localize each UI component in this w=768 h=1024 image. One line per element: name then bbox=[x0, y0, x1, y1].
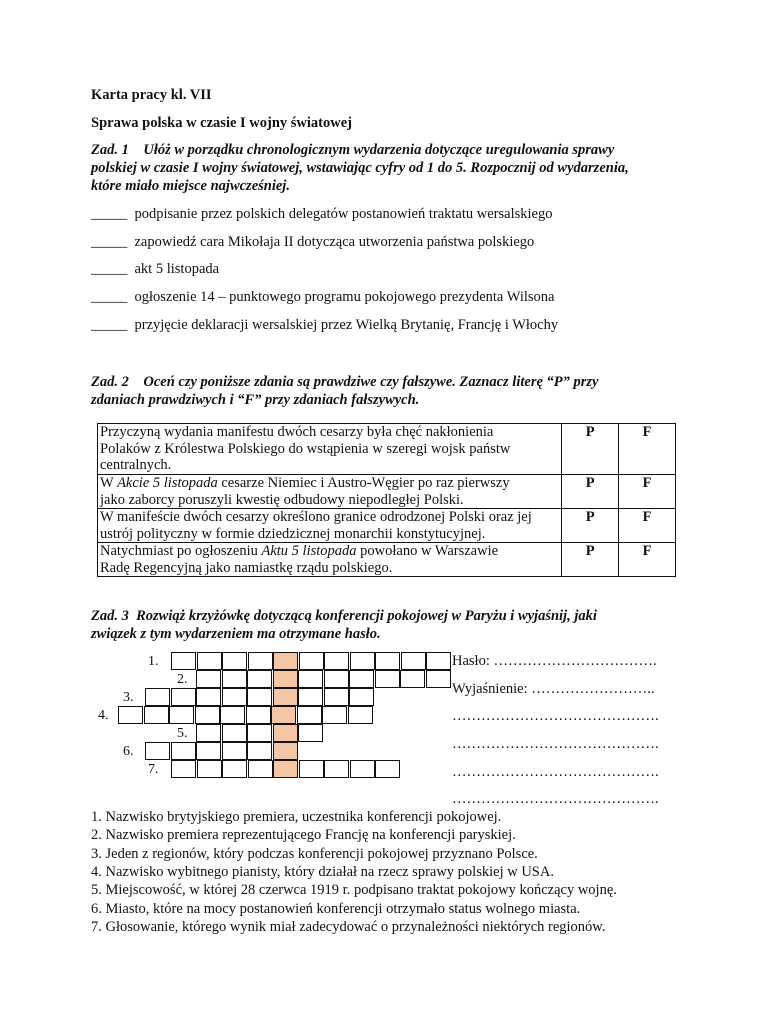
statement-line: ustrój polityczny w formie dziedzicznej monarchii konstytucyjnej. bbox=[100, 525, 486, 542]
crossword-clue: 3. Jeden z regionów, który podczas konferencji pokojowej przyznano Polsce. bbox=[91, 846, 538, 862]
task1-item bbox=[91, 205, 552, 223]
crossword-cell[interactable] bbox=[222, 652, 247, 670]
crossword-row-number: 2. bbox=[177, 672, 188, 687]
crossword-cell[interactable] bbox=[324, 652, 349, 670]
crossword-cell[interactable] bbox=[401, 652, 426, 670]
task1-item-text: akt 5 listopada bbox=[134, 261, 220, 277]
crossword-cell[interactable] bbox=[248, 652, 273, 670]
explanation-line[interactable]: ……………………………………. bbox=[452, 736, 659, 752]
crossword-cell[interactable] bbox=[324, 760, 349, 778]
statement-cell bbox=[98, 509, 562, 543]
crossword-cell[interactable] bbox=[426, 670, 451, 688]
crossword-cell[interactable] bbox=[145, 688, 170, 706]
crossword-row-number: 7. bbox=[148, 762, 159, 777]
statement-line bbox=[100, 475, 559, 492]
crossword-key-cell[interactable] bbox=[271, 706, 296, 724]
statement-line bbox=[100, 543, 559, 560]
crossword-cell[interactable] bbox=[171, 688, 196, 706]
task3-instruction-line-1 bbox=[91, 607, 597, 625]
crossword-cell[interactable] bbox=[349, 688, 374, 706]
crossword-cell[interactable] bbox=[197, 652, 222, 670]
crossword-clue: 7. Głosowanie, którego wynik miał zadecydować o przynależności niektórych regionów. bbox=[91, 919, 606, 935]
crossword-cell[interactable] bbox=[297, 706, 322, 724]
table-row bbox=[98, 424, 676, 475]
statement-cell bbox=[98, 475, 562, 509]
crossword-cell[interactable] bbox=[298, 688, 323, 706]
crossword-cell[interactable] bbox=[197, 760, 222, 778]
task2-instruction-line-2: zdaniach prawdziwych i “F” przy zdaniach fałszywych. bbox=[91, 392, 420, 408]
false-option[interactable]: F bbox=[619, 475, 676, 509]
explanation-line[interactable]: ……………………………………. bbox=[452, 791, 659, 807]
statement-line: Polaków z Królestwa Polskiego do wstąpienia w szeregi wojsk państw bbox=[100, 440, 511, 457]
task1-answer-blank[interactable]: _____ bbox=[91, 261, 128, 277]
task1-item-text: przyjęcie deklaracji wersalskiej przez Wielką Brytanię, Francję i Włochy bbox=[134, 317, 559, 333]
crossword-key-cell[interactable] bbox=[273, 724, 298, 742]
crossword-cell[interactable] bbox=[195, 706, 220, 724]
crossword-key-cell[interactable] bbox=[273, 742, 298, 760]
crossword-cell[interactable] bbox=[426, 652, 451, 670]
statement-prefix: Natychmiast po ogłoszeniu bbox=[100, 543, 262, 559]
table-row bbox=[98, 475, 676, 509]
crossword-cell[interactable] bbox=[222, 724, 247, 742]
crossword-cell[interactable] bbox=[247, 724, 272, 742]
task1-label: Zad. 1 bbox=[91, 142, 129, 158]
task1-answer-blank[interactable]: _____ bbox=[91, 206, 128, 222]
false-option[interactable]: F bbox=[619, 424, 676, 475]
crossword-cell[interactable] bbox=[196, 688, 221, 706]
statement-cell bbox=[98, 543, 562, 577]
statement-rest: cesarze Niemiec i Austro-Węgier po raz pierwszy bbox=[217, 475, 510, 491]
task3-instruction-line-2: związek z tym wydarzeniem ma otrzymane hasło. bbox=[91, 626, 381, 642]
crossword-row-number: 4. bbox=[98, 708, 109, 723]
true-option[interactable]: P bbox=[562, 475, 619, 509]
crossword-cell[interactable] bbox=[171, 652, 196, 670]
task2-instruction-text-1: Oceń czy poniższe zdania są prawdziwe czy fałszywe. Zaznacz literę “P” przy bbox=[143, 374, 599, 390]
task3-label: Zad. 3 bbox=[91, 608, 129, 624]
crossword-cell[interactable] bbox=[118, 706, 143, 724]
task1-item bbox=[91, 288, 554, 306]
crossword-key-cell[interactable] bbox=[273, 688, 298, 706]
statement-line: W manifeście dwóch cesarzy określono granice odrodzonej Polski oraz jej bbox=[100, 509, 532, 525]
task1-answer-blank[interactable]: _____ bbox=[91, 317, 128, 333]
crossword-cell[interactable] bbox=[350, 760, 375, 778]
statement-line: jako zaborcy poruszyli kwestię odbudowy niepodległej Polski. bbox=[100, 491, 464, 508]
task1-item-text: ogłoszenie 14 – punktowego programu pokojowego prezydenta Wilsona bbox=[134, 289, 555, 305]
crossword-clue: 5. Miejscowość, w której 28 czerwca 1919 r. podpisano traktat pokojowy kończący wojnę. bbox=[91, 882, 617, 898]
crossword-cell[interactable] bbox=[222, 670, 247, 688]
statement-italic-title: Aktu 5 listopada bbox=[261, 543, 357, 559]
crossword-cell[interactable] bbox=[196, 742, 221, 760]
crossword-row-number: 3. bbox=[123, 690, 134, 705]
statement-prefix: W bbox=[100, 475, 118, 491]
crossword-cell[interactable] bbox=[350, 652, 375, 670]
crossword-cell[interactable] bbox=[247, 742, 272, 760]
task1-item-text: zapowiedź cara Mikołaja II dotycząca utworzenia państwa polskiego bbox=[134, 234, 535, 250]
statement-cell bbox=[98, 424, 562, 475]
crossword-cell[interactable] bbox=[222, 760, 247, 778]
task1-answer-blank[interactable]: _____ bbox=[91, 289, 128, 305]
crossword-cell[interactable] bbox=[247, 688, 272, 706]
crossword-cell[interactable] bbox=[145, 742, 170, 760]
task3-instruction-text-1: Rozwiąż krzyżówkę dotyczącą konferencji pokojowej w Paryżu i wyjaśnij, jaki bbox=[136, 608, 597, 624]
table-row bbox=[98, 509, 676, 543]
true-option[interactable]: P bbox=[562, 509, 619, 543]
crossword-cell[interactable] bbox=[248, 760, 273, 778]
crossword-cell[interactable] bbox=[324, 688, 349, 706]
crossword-key-cell[interactable] bbox=[273, 760, 298, 778]
task1-answer-blank[interactable]: _____ bbox=[91, 234, 128, 250]
statement-italic-title: Akcie 5 listopada bbox=[117, 475, 218, 491]
crossword-cell[interactable] bbox=[375, 760, 400, 778]
crossword-clue: 6. Miasto, które na mocy postanowień konferencji otrzymało status wolnego miasta. bbox=[91, 901, 581, 917]
crossword-cell[interactable] bbox=[375, 652, 400, 670]
crossword-cell[interactable] bbox=[298, 724, 323, 742]
crossword-cell[interactable] bbox=[220, 706, 245, 724]
crossword-row-number: 5. bbox=[177, 726, 188, 741]
crossword-cell[interactable] bbox=[299, 760, 324, 778]
crossword-key-cell[interactable] bbox=[273, 652, 298, 670]
crossword-clue: 1. Nazwisko brytyjskiego premiera, uczestnika konferencji pokojowej. bbox=[91, 809, 502, 825]
crossword-cell[interactable] bbox=[222, 742, 247, 760]
statement-line: centralnych. bbox=[100, 457, 172, 473]
crossword-row-number: 6. bbox=[123, 744, 134, 759]
crossword-clue: 4. Nazwisko wybitnego pianisty, który działał na rzecz sprawy polskiej w USA. bbox=[91, 864, 554, 880]
task1-instruction-text-1: Ułóż w porządku chronologicznym wydarzenia dotyczące uregulowania sprawy bbox=[143, 142, 615, 158]
false-option[interactable]: F bbox=[619, 543, 676, 577]
crossword-cell[interactable] bbox=[349, 670, 374, 688]
task1-item bbox=[91, 260, 219, 278]
true-option[interactable]: P bbox=[562, 424, 619, 475]
task1-instruction-line-2: polskiej w czasie I wojny światowej, wstawiając cyfry od 1 do 5. Rozpocznij od wydarzenia, bbox=[91, 160, 629, 176]
crossword-cell[interactable] bbox=[375, 670, 400, 688]
explanation-line[interactable]: ……………………………………. bbox=[452, 708, 659, 724]
statement-line: Radę Regencyjną jako namiastkę rządu polskiego. bbox=[100, 559, 393, 576]
explanation-line[interactable]: ……………………………………. bbox=[452, 764, 659, 780]
crossword-cell[interactable] bbox=[169, 706, 194, 724]
true-false-table bbox=[97, 423, 676, 577]
crossword-row-number: 1. bbox=[148, 654, 159, 669]
crossword-cell[interactable] bbox=[171, 742, 196, 760]
crossword-cell[interactable] bbox=[171, 760, 196, 778]
crossword-cell[interactable] bbox=[246, 706, 271, 724]
crossword-clue: 2. Nazwisko premiera reprezentującego Francję na konferencji paryskiej. bbox=[91, 827, 516, 843]
haslo-field[interactable]: Hasło: ……………………………. bbox=[452, 653, 657, 669]
task1-item bbox=[91, 316, 558, 334]
false-option[interactable]: F bbox=[619, 509, 676, 543]
wyjasnienie-field[interactable]: Wyjaśnienie: …………………….. bbox=[452, 681, 655, 697]
crossword-cell[interactable] bbox=[324, 670, 349, 688]
task1-item bbox=[91, 233, 534, 251]
table-row bbox=[98, 543, 676, 577]
task2-label: Zad. 2 bbox=[91, 374, 129, 390]
crossword-cell[interactable] bbox=[144, 706, 169, 724]
crossword-cell[interactable] bbox=[298, 670, 323, 688]
task1-instruction-line-3: które miało miejsce najwcześniej. bbox=[91, 178, 290, 194]
worksheet-subtitle: Sprawa polska w czasie I wojny światowej bbox=[91, 115, 352, 131]
crossword-cell[interactable] bbox=[299, 652, 324, 670]
statement-rest: powołano w Warszawie bbox=[356, 543, 499, 559]
crossword-cell[interactable] bbox=[400, 670, 425, 688]
statement-line: Przyczyną wydania manifestu dwóch cesarzy była chęć nakłonienia bbox=[100, 424, 494, 440]
crossword-cell[interactable] bbox=[322, 706, 347, 724]
crossword-cell[interactable] bbox=[247, 670, 272, 688]
crossword-key-cell[interactable] bbox=[273, 670, 298, 688]
task1-instruction-line-1 bbox=[91, 141, 614, 159]
crossword-cell[interactable] bbox=[222, 688, 247, 706]
task1-item-text: podpisanie przez polskich delegatów postanowień traktatu wersalskiego bbox=[134, 206, 553, 222]
crossword-cell[interactable] bbox=[196, 670, 221, 688]
worksheet-title: Karta pracy kl. VII bbox=[91, 87, 212, 103]
true-option[interactable]: P bbox=[562, 543, 619, 577]
crossword-cell[interactable] bbox=[348, 706, 373, 724]
crossword-cell[interactable] bbox=[196, 724, 221, 742]
task2-instruction-line-1 bbox=[91, 373, 598, 391]
